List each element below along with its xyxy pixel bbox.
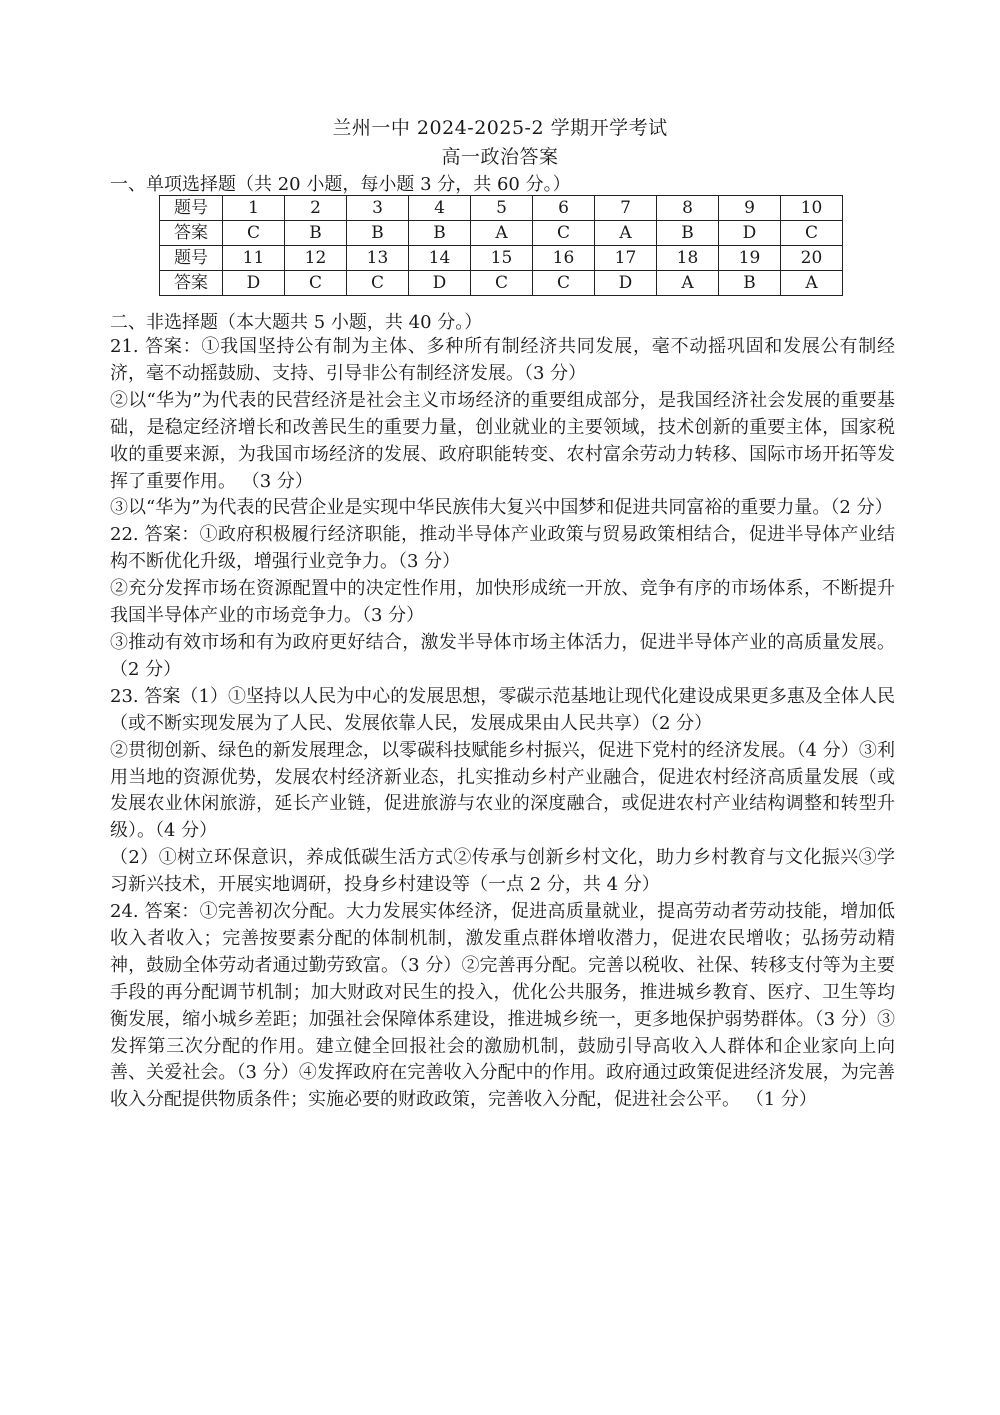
answer-cell: B — [347, 221, 409, 246]
answer-paragraph: ③推动有效市场和有为政府更好结合，激发半导体市场主体活力，促进半导体产业的高质量发展。（2 分） — [110, 631, 895, 680]
answer-paragraph: 23. 答案（1）①坚持以人民为中心的发展思想，零碳示范基地让现代化建设成果更多惠及全体人民（或不断实现发展为了人民、发展依靠人民，发展成果由人民共享）（2 分） — [110, 685, 895, 734]
answer-cell: C — [781, 221, 843, 246]
answer-cell: A — [595, 221, 657, 246]
table-row-answers — [160, 221, 843, 246]
question-number-cell: 19 — [719, 246, 781, 271]
answer-cell: A — [471, 221, 533, 246]
question-number-cell: 3 — [347, 196, 409, 221]
answer-paragraph: 22. 答案：①政府积极履行经济职能，推动半导体产业政策与贸易政策相结合，促进半导体产业结构不断优化升级，增强行业竞争力。（3 分） — [110, 524, 895, 573]
table-row-answers — [160, 271, 843, 296]
document-subtitle: 高一政治答案 — [441, 146, 559, 168]
answer-cell: C — [223, 221, 285, 246]
answer-paragraph: 21. 答案：①我国坚持公有制为主体、多种所有制经济共同发展，毫不动摇巩固和发展公有制经济，毫不动摇鼓励、支持、引导非公有制经济发展。（3 分） — [110, 336, 895, 384]
answer-cell: B — [285, 221, 347, 246]
row-label-question: 题号 — [160, 246, 223, 271]
question-number-cell: 8 — [657, 196, 719, 221]
answer-cell: B — [719, 271, 781, 296]
question-number-cell: 11 — [223, 246, 285, 271]
question-number-cell: 13 — [347, 246, 409, 271]
question-number-cell: 14 — [409, 246, 471, 271]
question-number-cell: 6 — [533, 196, 595, 221]
answer-paragraph: （2）①树立环保意识，养成低碳生活方式②传承与创新乡村文化，助力乡村教育与文化振兴③学习新兴技术，开展实地调研，投身乡村建设等（一点 2 分，共 4 分） — [110, 847, 895, 896]
question-number-cell: 15 — [471, 246, 533, 271]
table-row-question-numbers — [160, 196, 843, 221]
answer-paragraph: ②以“华为”为代表的民营经济是社会主义市场经济的重要组成部分，是我国经济社会发展的重要基础，是稳定经济增长和改善民生的重要力量，创业就业的主要领域，技术创新的重要主体，国家税收的重要来源，为我国市场经济的发展、政府职能转变、农村富余劳动力转移、国际市场开拓等发挥了重要作用。 （3 分） — [110, 389, 895, 492]
question-number-cell: 1 — [223, 196, 285, 221]
answer-paragraph: ③以“华为”为代表的民营企业是实现中华民族伟大复兴中国梦和促进共同富裕的重要力量。（2 分） — [110, 497, 893, 519]
answer-cell: D — [595, 271, 657, 296]
answer-table — [159, 195, 843, 296]
question-number-cell: 2 — [285, 196, 347, 221]
answer-cell: C — [471, 271, 533, 296]
answer-cell: A — [657, 271, 719, 296]
answer-cell: D — [409, 271, 471, 296]
question-number-cell: 20 — [781, 246, 843, 271]
question-number-cell: 10 — [781, 196, 843, 221]
answer-paragraph: ②贯彻创新、绿色的新发展理念，以零碳科技赋能乡村振兴，促进下党村的经济发展。（4 分）③利用当地的资源优势，发展农村经济新业态，扎实推动乡村产业融合，促进农村经济高质量发展（或发展农业休闲旅游，延长产业链，促进旅游与农业的深度融合，或促进农村产业结构调整和转型升级）。（4 分） — [110, 739, 895, 842]
answer-cell: C — [533, 271, 595, 296]
answer-cell: C — [533, 221, 595, 246]
question-number-cell: 12 — [285, 246, 347, 271]
answer-cell: D — [719, 221, 781, 246]
answer-cell: B — [409, 221, 471, 246]
row-label-answer: 答案 — [160, 271, 223, 296]
answer-cell: B — [657, 221, 719, 246]
answer-cell: A — [781, 271, 843, 296]
row-label-answer: 答案 — [160, 221, 223, 246]
answer-body — [110, 334, 895, 1114]
answer-cell: C — [285, 271, 347, 296]
answer-cell: C — [347, 271, 409, 296]
row-label-question: 题号 — [160, 196, 223, 221]
answer-paragraph: 24. 答案：①完善初次分配。大力发展实体经济，促进高质量就业，提高劳动者劳动技能，增加低收入者收入；完善按要素分配的体制机制，激发重点群体增收潜力，促进农民增收；弘扬劳动精神，鼓励全体劳动者通过勤劳致富。（3 分）②完善再分配。完善以税收、社保、转移支付等为主要手段的再分配调节机制；加大财政对民生的投入，优化公共服务，推进城乡教育、医疗、卫生等均衡发展，缩小城乡差距；加强社会保障体系建设，推进城乡统一，更多地保护弱势群体。（3 分）③发挥第三次分配的作用。建立健全回报社会的激励机制，鼓励引导高收入人群体和企业家向上向善、关爱社会。（3 分）④发挥政府在完善收入分配中的作用。政府通过政策促进经济发展，为完善收入分配提供物质条件；实施必要的财政政策，完善收入分配，促进社会公平。 （1 分） — [110, 901, 895, 1111]
question-number-cell: 17 — [595, 246, 657, 271]
question-number-cell: 9 — [719, 196, 781, 221]
answer-paragraph: ②充分发挥市场在资源配置中的决定性作用，加快形成统一开放、竞争有序的市场体系，不断提升我国半导体产业的市场竞争力。（3 分） — [110, 578, 895, 627]
question-number-cell: 18 — [657, 246, 719, 271]
section-heading-essay: 二、非选择题（本大题共 5 小题，共 40 分。） — [110, 312, 483, 333]
document-title: 兰州一中 2024-2025-2 学期开学考试 — [332, 117, 668, 139]
answer-cell: D — [223, 271, 285, 296]
table-row-question-numbers — [160, 246, 843, 271]
question-number-cell: 4 — [409, 196, 471, 221]
question-number-cell: 5 — [471, 196, 533, 221]
question-number-cell: 16 — [533, 246, 595, 271]
section-heading-choice: 一、单项选择题（共 20 小题，每小题 3 分，共 60 分。） — [110, 174, 571, 195]
question-number-cell: 7 — [595, 196, 657, 221]
